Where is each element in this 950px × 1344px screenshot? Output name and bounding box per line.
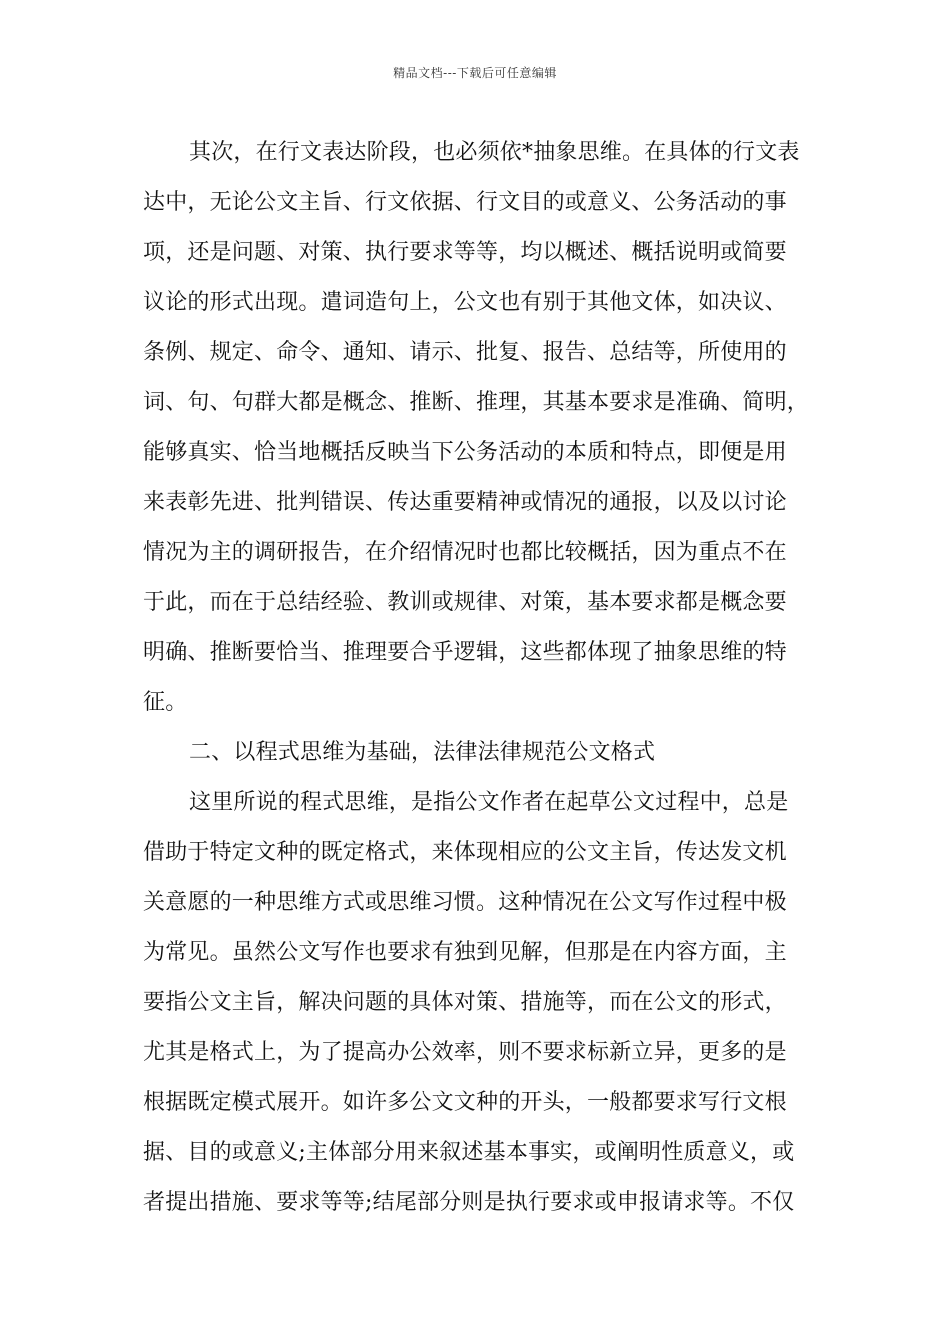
paragraph-line: 来表彰先进、批判错误、传达重要精神或情况的通报，以及以讨论 — [143, 490, 787, 515]
section-heading: 二、以程式思维为基础，法律法律规范公文格式 — [189, 740, 656, 765]
paragraph-line: 为常见。虽然公文写作也要求有独到见解，但那是在内容方面，主 — [143, 940, 787, 965]
paragraph-line: 项，还是问题、对策、执行要求等等，均以概述、概括说明或简要 — [143, 240, 787, 265]
page-header: 精品文档---下载后可任意编辑 — [393, 66, 557, 80]
paragraph-line: 能够真实、恰当地概括反映当下公务活动的本质和特点，即便是用 — [143, 440, 787, 465]
body-text — [143, 128, 823, 1228]
paragraph-line: 这里所说的程式思维，是指公文作者在起草公文过程中，总是 — [189, 790, 789, 815]
paragraph-line: 据、目的或意义;主体部分用来叙述基本事实，或阐明性质意义，或 — [143, 1140, 795, 1165]
paragraph-line: 征。 — [143, 690, 188, 715]
paragraph-line: 于此，而在于总结经验、教训或规律、对策，基本要求都是概念要 — [143, 590, 787, 615]
paragraph-line: 词、句、句群大都是概念、推断、推理，其基本要求是准确、简明， — [143, 390, 810, 415]
paragraph-line: 关意愿的一种思维方式或思维习惯。这种情况在公文写作过程中极 — [143, 890, 787, 915]
paragraph-line: 议论的形式出现。遣词造句上，公文也有别于其他文体，如决议、 — [143, 290, 787, 315]
paragraph-line: 尤其是格式上，为了提高办公效率，则不要求标新立异，更多的是 — [143, 1040, 787, 1065]
paragraph-line: 者提出措施、要求等等;结尾部分则是执行要求或申报请求等。不仅 — [143, 1190, 795, 1215]
paragraph-line: 情况为主的调研报告，在介绍情况时也都比较概括，因为重点不在 — [143, 540, 787, 565]
paragraph-line: 其次，在行文表达阶段，也必须依*抽象思维。在具体的行文表 — [189, 140, 800, 165]
paragraph-line: 达中，无论公文主旨、行文依据、行文目的或意义、公务活动的事 — [143, 190, 787, 215]
paragraph-line: 借助于特定文种的既定格式，来体现相应的公文主旨，传达发文机 — [143, 840, 787, 865]
paragraph-line: 根据既定模式展开。如许多公文文种的开头，一般都要求写行文根 — [143, 1090, 787, 1115]
paragraph-line: 明确、推断要恰当、推理要合乎逻辑，这些都体现了抽象思维的特 — [143, 640, 787, 665]
paragraph-line: 条例、规定、命令、通知、请示、批复、报告、总结等，所使用的 — [143, 340, 787, 365]
paragraph-line: 要指公文主旨，解决问题的具体对策、措施等，而在公文的形式， — [143, 990, 787, 1015]
